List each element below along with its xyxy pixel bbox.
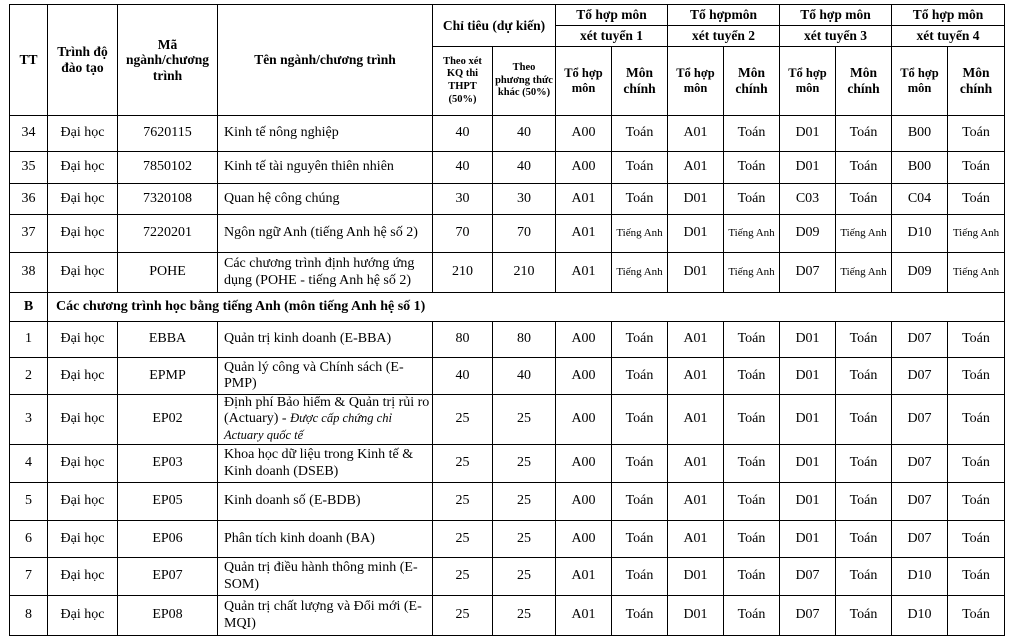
row-combo-4-main: Tiếng Anh <box>948 215 1005 253</box>
row-combo-3-main: Toán <box>836 483 892 521</box>
row-combo-2-main: Toán <box>724 116 780 152</box>
row-level: Đại học <box>48 253 118 293</box>
header-combo-4-group: Tổ hợp môn <box>892 47 948 116</box>
row-combo-4-main: Toán <box>948 483 1005 521</box>
row-combo-3: D07 <box>780 253 836 293</box>
row-quota-other: 25 <box>493 521 556 558</box>
header-quota-thpt: Theo xét KQ thi THPT (50%) <box>433 47 493 116</box>
row-quota-thpt: 30 <box>433 184 493 215</box>
row-combo-3-main: Toán <box>836 358 892 395</box>
row-combo-4-main: Toán <box>948 358 1005 395</box>
row-name: Các chương trình định hướng ứng dụng (POHE - tiếng Anh hệ số 2) <box>218 253 433 293</box>
row-combo-3-main: Toán <box>836 184 892 215</box>
row-combo-1-main: Toán <box>612 445 668 483</box>
row-combo-2: D01 <box>668 558 724 596</box>
row-combo-4-main: Tiếng Anh <box>948 253 1005 293</box>
table-row <box>10 596 1005 636</box>
header-combo-4-sub: xét tuyển 4 <box>892 26 1005 47</box>
row-combo-1: A01 <box>556 596 612 636</box>
table-row <box>10 483 1005 521</box>
row-combo-3: D01 <box>780 152 836 184</box>
row-combo-4-main: Toán <box>948 445 1005 483</box>
header-combo-1-main: Môn chính <box>612 47 668 116</box>
row-combo-1: A01 <box>556 253 612 293</box>
row-combo-3-main: Tiếng Anh <box>836 253 892 293</box>
table-header <box>10 5 1005 116</box>
row-name: Quản trị chất lượng và Đổi mới (E-MQI) <box>218 596 433 636</box>
row-combo-1: A01 <box>556 184 612 215</box>
row-quota-thpt: 40 <box>433 358 493 395</box>
row-name-text: Định phí Bảo hiểm & Quản trị rủi ro (Actuary) - <box>224 395 430 427</box>
header-combo-2-label: Tổ hợpmôn <box>689 7 758 23</box>
row-quota-other: 30 <box>493 184 556 215</box>
row-combo-3: D01 <box>780 483 836 521</box>
row-quota-thpt: 25 <box>433 521 493 558</box>
table-row <box>10 184 1005 215</box>
table-row <box>10 215 1005 253</box>
row-combo-1: A00 <box>556 395 612 445</box>
row-combo-1: A00 <box>556 116 612 152</box>
row-combo-1-main: Toán <box>612 184 668 215</box>
row-combo-2-main: Tiếng Anh <box>724 253 780 293</box>
row-quota-other: 70 <box>493 215 556 253</box>
row-number: 1 <box>10 322 48 358</box>
row-level: Đại học <box>48 322 118 358</box>
section-b-header <box>10 293 1005 322</box>
row-combo-1-main: Toán <box>612 358 668 395</box>
row-combo-3-main: Toán <box>836 395 892 445</box>
row-combo-2-main: Toán <box>724 358 780 395</box>
row-level: Đại học <box>48 395 118 445</box>
row-combo-2: A01 <box>668 483 724 521</box>
header-level: Trình độ đào tạo <box>48 5 118 116</box>
row-combo-4: D07 <box>892 483 948 521</box>
row-combo-1: A01 <box>556 558 612 596</box>
row-combo-4: D10 <box>892 596 948 636</box>
row-combo-2: A01 <box>668 521 724 558</box>
row-combo-4: D10 <box>892 215 948 253</box>
row-combo-2: A01 <box>668 116 724 152</box>
row-combo-3: D01 <box>780 116 836 152</box>
row-code: EP03 <box>118 445 218 483</box>
table-row <box>10 322 1005 358</box>
header-combo-4-label: Tổ hợp môn <box>912 7 984 23</box>
row-level: Đại học <box>48 521 118 558</box>
row-combo-3-main: Toán <box>836 521 892 558</box>
row-name: Ngôn ngữ Anh (tiếng Anh hệ số 2) <box>218 215 433 253</box>
row-number: 36 <box>10 184 48 215</box>
row-combo-1-main: Tiếng Anh <box>612 215 668 253</box>
row-code: EBBA <box>118 322 218 358</box>
row-combo-2-main: Toán <box>724 152 780 184</box>
row-quota-thpt: 25 <box>433 483 493 521</box>
row-combo-3: D01 <box>780 358 836 395</box>
row-combo-4-main: Toán <box>948 596 1005 636</box>
header-combo-1-group: Tổ hợp môn <box>556 47 612 116</box>
row-number: 37 <box>10 215 48 253</box>
row-combo-4: B00 <box>892 116 948 152</box>
row-code: POHE <box>118 253 218 293</box>
header-combo-2 <box>668 5 780 26</box>
row-combo-2-main: Toán <box>724 521 780 558</box>
row-combo-2-main: Toán <box>724 445 780 483</box>
table-row <box>10 253 1005 293</box>
row-name: Kinh doanh số (E-BDB) <box>218 483 433 521</box>
row-code: 7620115 <box>118 116 218 152</box>
header-tt: TT <box>10 5 48 116</box>
row-level: Đại học <box>48 558 118 596</box>
row-combo-3: D07 <box>780 558 836 596</box>
row-combo-3: C03 <box>780 184 836 215</box>
section-b-label: B <box>10 293 48 322</box>
row-combo-1: A00 <box>556 358 612 395</box>
table-row <box>10 521 1005 558</box>
row-quota-thpt: 40 <box>433 152 493 184</box>
row-combo-3: D07 <box>780 596 836 636</box>
row-number: 7 <box>10 558 48 596</box>
row-number: 3 <box>10 395 48 445</box>
header-combo-3-sub: xét tuyển 3 <box>780 26 892 47</box>
row-combo-4-main: Toán <box>948 521 1005 558</box>
row-combo-2-main: Toán <box>724 395 780 445</box>
row-code: 7220201 <box>118 215 218 253</box>
row-name: Quản trị kinh doanh (E-BBA) <box>218 322 433 358</box>
header-combo-4 <box>892 5 1005 26</box>
row-quota-thpt: 25 <box>433 395 493 445</box>
admission-table <box>9 4 1005 636</box>
row-level: Đại học <box>48 596 118 636</box>
row-combo-2: A01 <box>668 322 724 358</box>
row-combo-2-main: Tiếng Anh <box>724 215 780 253</box>
header-name: Tên ngành/chương trình <box>218 5 433 116</box>
row-combo-3-main: Tiếng Anh <box>836 215 892 253</box>
row-combo-3-main: Toán <box>836 596 892 636</box>
row-combo-3: D01 <box>780 445 836 483</box>
table-row <box>10 445 1005 483</box>
row-quota-thpt: 70 <box>433 215 493 253</box>
row-quota-thpt: 25 <box>433 558 493 596</box>
row-level: Đại học <box>48 152 118 184</box>
table-row <box>10 116 1005 152</box>
table-row <box>10 358 1005 395</box>
row-name: Quan hệ công chúng <box>218 184 433 215</box>
section-a-rows <box>10 116 1005 293</box>
row-quota-other: 25 <box>493 596 556 636</box>
row-combo-2: D01 <box>668 215 724 253</box>
row-code: EPMP <box>118 358 218 395</box>
row-combo-1: A00 <box>556 483 612 521</box>
row-number: 5 <box>10 483 48 521</box>
row-combo-3: D01 <box>780 322 836 358</box>
row-combo-2: D01 <box>668 184 724 215</box>
row-name: Quản trị điều hành thông minh (E-SOM) <box>218 558 433 596</box>
row-combo-3: D01 <box>780 395 836 445</box>
row-combo-4-main: Toán <box>948 184 1005 215</box>
row-combo-1: A00 <box>556 445 612 483</box>
row-combo-3: D09 <box>780 215 836 253</box>
row-combo-1-main: Toán <box>612 152 668 184</box>
row-combo-1-main: Toán <box>612 483 668 521</box>
row-combo-1-main: Toán <box>612 596 668 636</box>
row-number: 8 <box>10 596 48 636</box>
row-quota-other: 210 <box>493 253 556 293</box>
row-number: 6 <box>10 521 48 558</box>
header-combo-3-label: Tổ hợp môn <box>800 7 871 23</box>
header-combo-2-group: Tổ hợp môn <box>668 47 724 116</box>
row-combo-1: A01 <box>556 215 612 253</box>
header-combo-2-sub: xét tuyển 2 <box>668 26 780 47</box>
row-quota-other: 40 <box>493 152 556 184</box>
row-name <box>218 395 433 445</box>
row-combo-4: D07 <box>892 322 948 358</box>
row-combo-4: C04 <box>892 184 948 215</box>
row-number: 38 <box>10 253 48 293</box>
row-code: EP08 <box>118 596 218 636</box>
row-quota-other: 25 <box>493 395 556 445</box>
table-row <box>10 558 1005 596</box>
header-combo-1-label: Tổ hợp môn <box>576 7 647 23</box>
row-combo-4-main: Toán <box>948 558 1005 596</box>
row-level: Đại học <box>48 358 118 395</box>
row-combo-4: D07 <box>892 521 948 558</box>
row-combo-3-main: Toán <box>836 322 892 358</box>
row-code: EP06 <box>118 521 218 558</box>
row-combo-1: A00 <box>556 152 612 184</box>
section-b-title: Các chương trình học bằng tiếng Anh (môn tiếng Anh hệ số 1) <box>48 293 1005 322</box>
row-combo-4-main: Toán <box>948 395 1005 445</box>
header-quota: Chỉ tiêu (dự kiến) <box>433 5 556 47</box>
row-combo-3: D01 <box>780 521 836 558</box>
header-code: Mã ngành/chương trình <box>118 5 218 116</box>
header-combo-3-main: Môn chính <box>836 47 892 116</box>
row-number: 34 <box>10 116 48 152</box>
header-quota-other: Theo phương thức khác (50%) <box>493 47 556 116</box>
row-code: 7320108 <box>118 184 218 215</box>
row-quota-other: 25 <box>493 558 556 596</box>
row-combo-2: D01 <box>668 253 724 293</box>
row-combo-2: D01 <box>668 596 724 636</box>
row-name-note: Được cấp chứng chỉ Actuary quốc tế <box>224 411 392 442</box>
row-code: EP02 <box>118 395 218 445</box>
row-combo-4-main: Toán <box>948 116 1005 152</box>
row-combo-2-main: Toán <box>724 483 780 521</box>
row-level: Đại học <box>48 483 118 521</box>
row-combo-4-main: Toán <box>948 152 1005 184</box>
row-combo-4: D07 <box>892 445 948 483</box>
row-quota-other: 40 <box>493 358 556 395</box>
row-combo-4: D07 <box>892 358 948 395</box>
row-combo-1-main: Tiếng Anh <box>612 253 668 293</box>
row-combo-2-main: Toán <box>724 184 780 215</box>
row-name: Khoa học dữ liệu trong Kinh tế & Kinh doanh (DSEB) <box>218 445 433 483</box>
row-combo-1: A00 <box>556 322 612 358</box>
header-combo-2-main: Môn chính <box>724 47 780 116</box>
row-level: Đại học <box>48 215 118 253</box>
header-combo-1-sub: xét tuyển 1 <box>556 26 668 47</box>
row-name: Quản lý công và Chính sách (E-PMP) <box>218 358 433 395</box>
row-combo-3-main: Toán <box>836 116 892 152</box>
row-combo-2-main: Toán <box>724 558 780 596</box>
row-quota-thpt: 25 <box>433 596 493 636</box>
row-combo-1-main: Toán <box>612 521 668 558</box>
row-quota-other: 25 <box>493 445 556 483</box>
row-combo-2: A01 <box>668 358 724 395</box>
row-number: 2 <box>10 358 48 395</box>
row-combo-1-main: Toán <box>612 116 668 152</box>
row-combo-2: A01 <box>668 445 724 483</box>
row-number: 4 <box>10 445 48 483</box>
header-combo-3-group: Tổ hợp môn <box>780 47 836 116</box>
row-code: EP05 <box>118 483 218 521</box>
row-code: EP07 <box>118 558 218 596</box>
row-combo-4: D07 <box>892 395 948 445</box>
row-quota-thpt: 210 <box>433 253 493 293</box>
header-combo-4-main: Môn chính <box>948 47 1005 116</box>
row-combo-2-main: Toán <box>724 596 780 636</box>
row-level: Đại học <box>48 116 118 152</box>
row-quota-thpt: 25 <box>433 445 493 483</box>
row-code: 7850102 <box>118 152 218 184</box>
row-combo-2-main: Toán <box>724 322 780 358</box>
row-name: Phân tích kinh doanh (BA) <box>218 521 433 558</box>
row-combo-4: D09 <box>892 253 948 293</box>
row-combo-3-main: Toán <box>836 558 892 596</box>
table-row <box>10 152 1005 184</box>
row-quota-other: 80 <box>493 322 556 358</box>
row-quota-other: 40 <box>493 116 556 152</box>
row-combo-3-main: Toán <box>836 445 892 483</box>
row-combo-1-main: Toán <box>612 558 668 596</box>
row-combo-2: A01 <box>668 395 724 445</box>
row-combo-1: A00 <box>556 521 612 558</box>
row-quota-thpt: 40 <box>433 116 493 152</box>
row-number: 35 <box>10 152 48 184</box>
row-name: Kinh tế nông nghiệp <box>218 116 433 152</box>
row-quota-other: 25 <box>493 483 556 521</box>
row-combo-2: A01 <box>668 152 724 184</box>
row-level: Đại học <box>48 184 118 215</box>
header-combo-1 <box>556 5 668 26</box>
table-row <box>10 395 1005 445</box>
row-quota-thpt: 80 <box>433 322 493 358</box>
header-combo-3 <box>780 5 892 26</box>
row-combo-4: D10 <box>892 558 948 596</box>
row-combo-4: B00 <box>892 152 948 184</box>
row-combo-3-main: Toán <box>836 152 892 184</box>
row-name: Kinh tế tài nguyên thiên nhiên <box>218 152 433 184</box>
row-combo-1-main: Toán <box>612 395 668 445</box>
row-combo-4-main: Toán <box>948 322 1005 358</box>
row-combo-1-main: Toán <box>612 322 668 358</box>
row-level: Đại học <box>48 445 118 483</box>
section-b-rows <box>10 322 1005 636</box>
